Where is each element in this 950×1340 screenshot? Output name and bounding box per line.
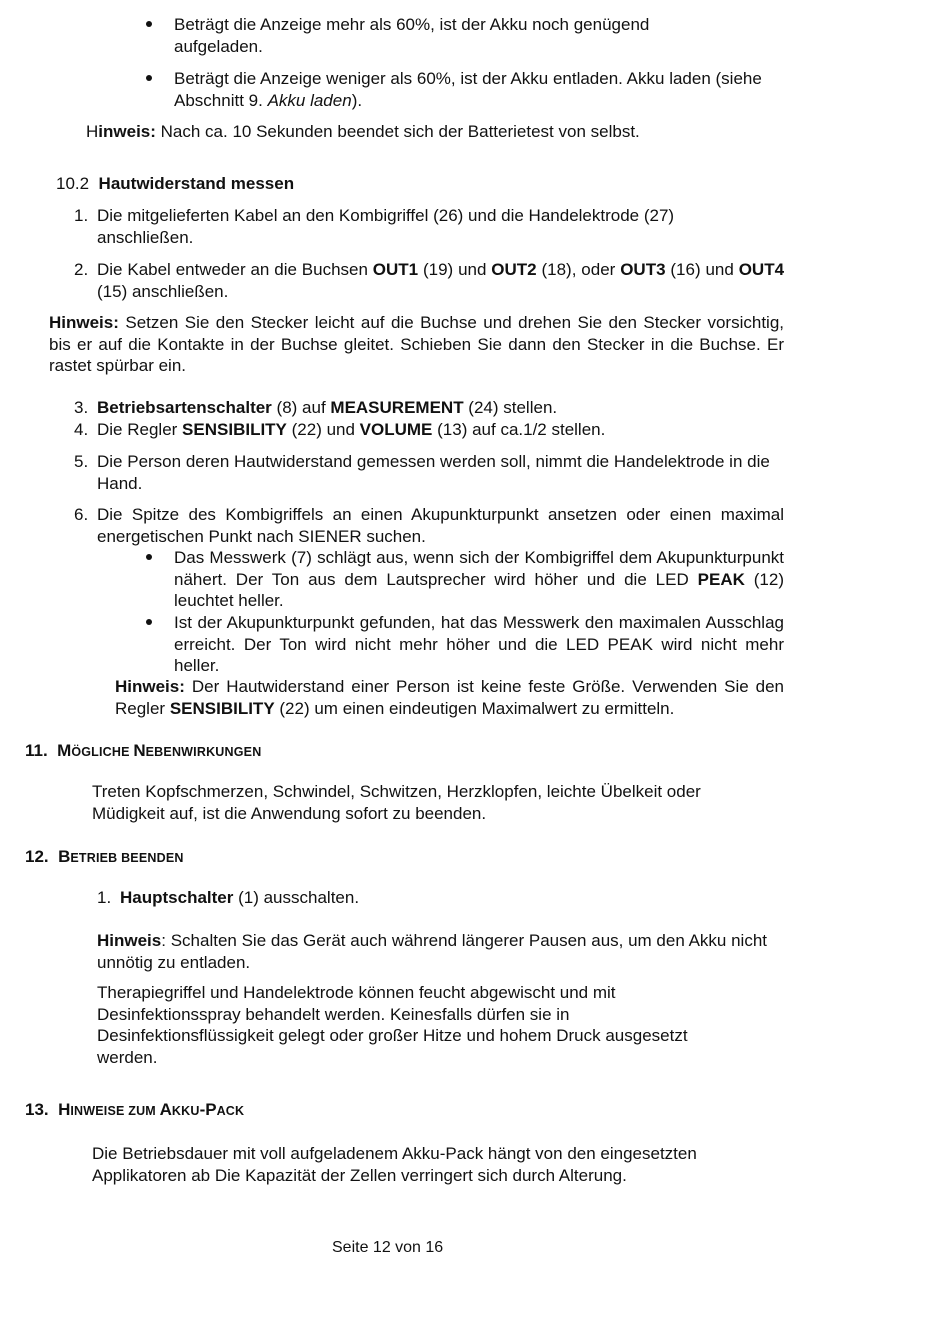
bullet-text: Beträgt die Anzeige weniger als 60%, ist der Akku entladen. Akku laden (siehe Abschnitt 9. Akku laden). bbox=[174, 69, 762, 110]
step-number: 1. bbox=[97, 888, 112, 907]
section-11-text: Treten Kopfschmerzen, Schwindel, Schwitzen, Herzklopfen, leichte Übelkeit oder Müdigkeit auf, ist die Anwendung sofort zu beenden. bbox=[92, 782, 701, 823]
step-number: 1. bbox=[74, 206, 89, 225]
section-heading-13: 13. HINWEISE ZUM AKKU-PACK bbox=[25, 1100, 245, 1119]
bullet-dot bbox=[146, 21, 152, 27]
step-number: 5. bbox=[74, 452, 89, 471]
cleaning-paragraph: Therapiegriffel und Handelektrode können feucht abgewischt und mit Desinfektionsspray behandelt werden. Keinesfalls dürfen sie in Desinfektionsflüssigkeit gelegt oder großer Hitze und hohem Druck ausgesetzt werden. bbox=[97, 983, 688, 1067]
step-number: 4. bbox=[74, 420, 89, 439]
note-battery-test: Hinweis: Nach ca. 10 Sekunden beendet sich der Batterietest von selbst. bbox=[86, 122, 640, 141]
note-skin-resistance: Hinweis: Der Hautwiderstand einer Person ist keine feste Größe. Verwenden Sie den Regler SENSIBILITY (22) um einen eindeutigen Maximalwert zu ermitteln. bbox=[115, 677, 784, 718]
step-number: 3. bbox=[74, 398, 89, 417]
note-plug: Hinweis: Setzen Sie den Stecker leicht auf die Buchse und drehen Sie den Stecker vorsichtig, bis er auf die Kontakte in der Buchse gleitet. Schieben Sie dann den Stecker in die Buchse. Er rastet spürbar ein. bbox=[49, 313, 784, 375]
step-text: Die mitgelieferten Kabel an den Kombigriffel (26) und die Handelektrode (27) anschließen. bbox=[97, 206, 675, 247]
step-number: 6. bbox=[74, 505, 89, 524]
step-text: Die Kabel entweder an die Buchsen OUT1 (19) und OUT2 (18), oder OUT3 (16) und OUT4 (15) anschließen. bbox=[97, 260, 785, 301]
step-number: 2. bbox=[74, 260, 89, 279]
step-text: Die Regler SENSIBILITY (22) und VOLUME (13) auf ca.1/2 stellen. bbox=[97, 420, 606, 439]
step-text: Hauptschalter (1) ausschalten. bbox=[120, 888, 360, 907]
bullet-dot bbox=[146, 619, 152, 625]
section-heading-11: 11. MÖGLICHE NEBENWIRKUNGEN bbox=[25, 741, 262, 760]
bullet-dot bbox=[146, 75, 152, 81]
bullet-text: Das Messwerk (7) schlägt aus, wenn sich der Kombigriffel dem Akupunkturpunkt nähert. Der Ton aus dem Lautsprecher wird höher und die LED PEAK (12) leuchtet heller. bbox=[174, 548, 784, 610]
bullet-dot bbox=[146, 554, 152, 560]
bullet-text: Beträgt die Anzeige mehr als 60%, ist der Akku noch genügend aufgeladen. bbox=[174, 15, 650, 56]
section-13-text: Die Betriebsdauer mit voll aufgeladenem Akku-Pack hängt von den eingesetzten Applikatoren ab Die Kapazität der Zellen verringert sich durch Alterung. bbox=[92, 1144, 697, 1185]
bullet-text: Ist der Akupunkturpunkt gefunden, hat das Messwerk den maximalen Ausschlag erreicht. Der Ton wird nicht mehr höher und die LED PEAK wird nicht mehr heller. bbox=[174, 613, 784, 675]
section-heading-10-2: 10.2 Hautwiderstand messen bbox=[56, 174, 295, 193]
page-number: Seite 12 von 16 bbox=[332, 1239, 444, 1256]
section-heading-12: 12. BETRIEB BEENDEN bbox=[25, 847, 184, 866]
step-text: Die Spitze des Kombigriffels an einen Akupunkturpunkt ansetzen oder einen maximal energetischen Punkt nach SIENER suchen. bbox=[97, 505, 784, 546]
step-text: Die Person deren Hautwiderstand gemessen werden soll, nimmt die Handelektrode in die Hand. bbox=[97, 452, 770, 493]
step-text: Betriebsartenschalter (8) auf MEASUREMENT (24) stellen. bbox=[97, 398, 558, 417]
note-switch-off: Hinweis: Schalten Sie das Gerät auch während längerer Pausen aus, um den Akku nicht unnötig zu entladen. bbox=[97, 931, 768, 972]
